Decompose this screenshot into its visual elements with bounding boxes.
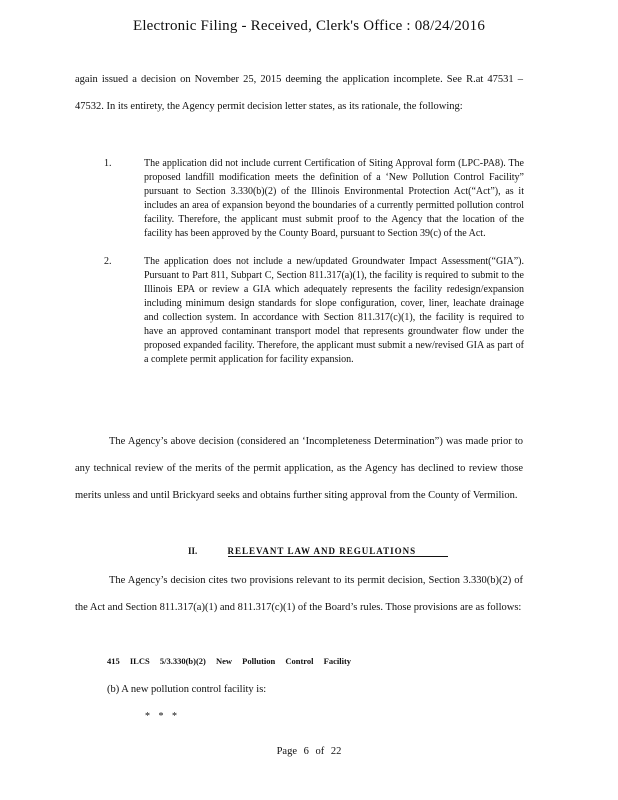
section-heading xyxy=(188,546,448,557)
omission-stars: * * * xyxy=(145,711,180,722)
list-item-text: The application did not include current Certification of Siting Approval form (LPC-PA8). The proposed landfill modification meets the definition of a ‘New Pollution Control Facility” pursuant to Section 3.330(b)(2) of the Illinois Environmental Protection Act(“Act”), as it includes an area of expansion beyond the boundaries of a currently permitted pollution control facility. Therefore, the applicant must submit proof to the Agency that the location of the facility has been approved by the County Board, pursuant to Section 39(c) of the Act. xyxy=(144,158,524,239)
section-title: RELEVANT LAW AND REGULATIONS xyxy=(228,546,448,557)
page-label: Page xyxy=(276,746,298,757)
page-number: 6 xyxy=(303,746,309,757)
intro-paragraph: again issued a decision on November 25, 2015 deeming the application incomplete. See R.at 47531 – 47532. In its entirety, the Agency permit decision letter states, as its rationale, the following: xyxy=(75,74,523,112)
section-number: II. xyxy=(188,546,198,556)
list-item-number: 1. xyxy=(104,158,112,169)
list-item xyxy=(104,157,524,241)
list-item-number: 2. xyxy=(104,256,112,267)
provisions-paragraph: The Agency’s decision cites two provisions relevant to its permit decision, Section 3.330(b)(2) of the Act and Section 811.317(a)(1) and 811.317(c)(1) of the Board’s rules. Those provisions are as follows: xyxy=(75,575,523,613)
statute-subsection: (b) A new pollution control facility is: xyxy=(107,684,267,695)
of-label: of xyxy=(315,746,325,757)
page-footer xyxy=(0,746,618,757)
decision-paragraph: The Agency’s above decision (considered an ‘Incompleteness Determination”) was made prior to any technical review of the merits of the permit application, as the Agency has declined to review those merits unless and until Brickyard seeks and obtains further siting approval from the County of Vermilion. xyxy=(75,436,523,501)
filing-stamp-header: Electronic Filing - Received, Clerk's Office : 08/24/2016 xyxy=(132,18,486,34)
statute-citation: 415 ILCS 5/3.330(b)(2) New Pollution Control Facility xyxy=(107,656,352,666)
page-total: 22 xyxy=(330,746,342,757)
list-item-text: The application does not include a new/updated Groundwater Impact Assessment(“GIA”). Pursuant to Part 811, Subpart C, Section 811.317(a)(1), the facility is required to submit to the Illinois EPA or review a GIA which adequately represents the facility redesign/expansion including minimum design standards for slope configuration, cover, liner, leachate drainage and collection system. In accordance with Section 811.317(c)(1), the facility is required to have an approved contaminant transport model that represents groundwater flow under the proposed expanded facility. Therefore, the applicant must submit a new/revised GIA as part of a complete permit application for facility expansion. xyxy=(144,256,524,365)
rationale-list xyxy=(104,157,524,381)
list-item xyxy=(104,255,524,367)
